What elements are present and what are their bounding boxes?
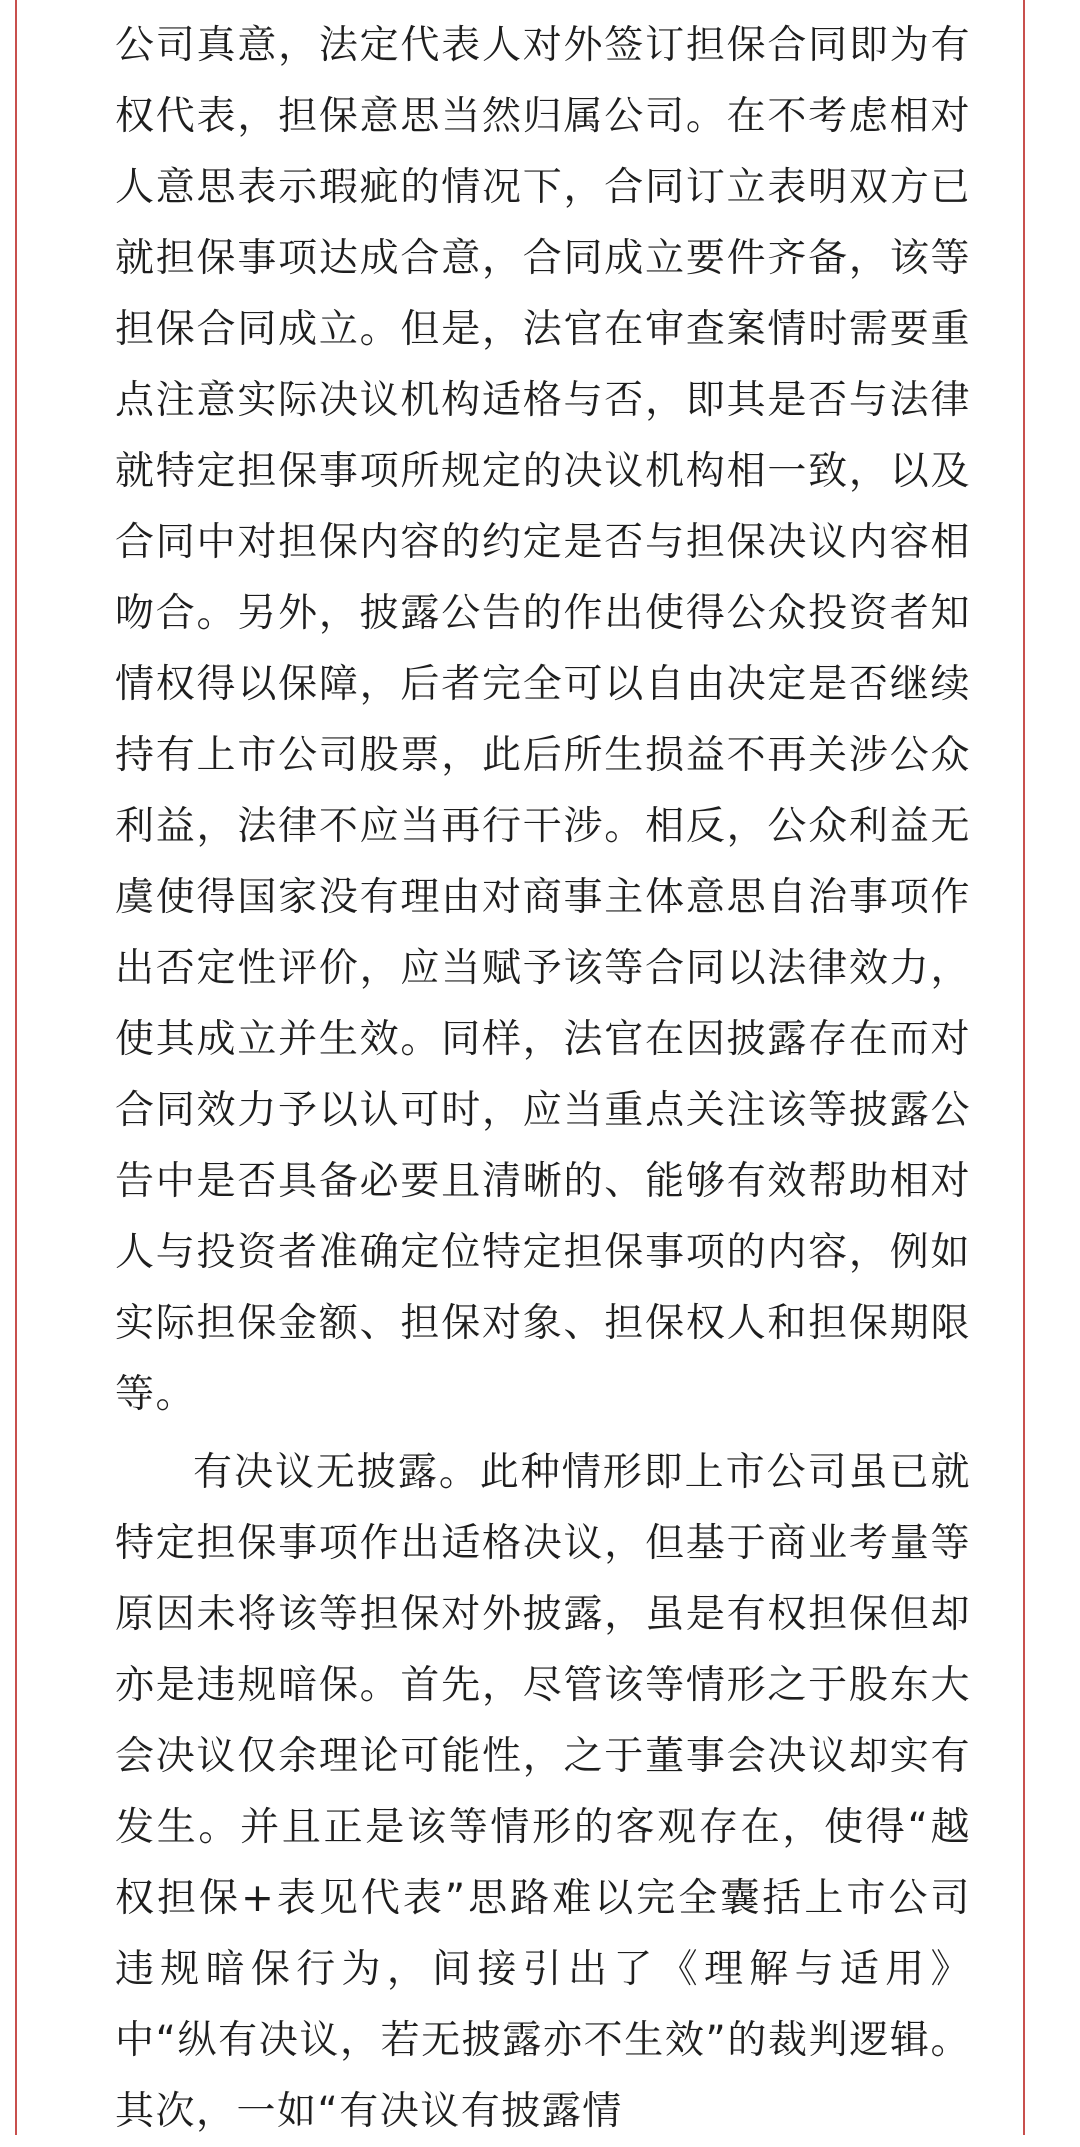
paragraph-2: 有决议无披露。此种情形即上市公司虽已就特定担保事项作出适格决议，但基于商业考量等原因未将该等担保对外披露，虽是有权担保但却亦是违规暗保。首先，尽管该等情形之于股东大会决议仅余理论可能性，之于董事会决议却实有发生。并且正是该等情形的客观存在，使得“越权担保+表见代表”思路难以完全囊括上市公司违规暗保行为，间接引出了《理解与适用》中“纵有决议，若无披露亦不生效”的裁判逻辑。其次，一如“有决议有披露情 [115,1450,971,2134]
paragraph-1: 公司真意，法定代表人对外签订担保合同即为有权代表，担保意思当然归属公司。在不考虑相对人意思表示瑕疵的情况下，合同订立表明双方已就担保事项达成合意，合同成立要件齐备，该等担保合同成立。但是，法官在审查案情时需要重点注意实际决议机构适格与否，即其是否与法律就特定担保事项所规定的决议机构相一致，以及合同中对担保内容的约定是否与担保决议内容相吻合。另外，披露公告的作出使得公众投资者知情权得以保障，后者完全可以自由决定是否继续持有上市公司股票，此后所生损益不再关涉公众利益，法律不应当再行干涉。相反，公众利益无虞使得国家没有理由对商事主体意思自治事项作出否定性评价，应当赋予该等合同以法律效力，使其成立并生效。同样，法官在因披露存在而对合同效力予以认可时，应当重点关注该等披露公告中是否具备必要且清晰的、能够有效帮助相对人与投资者准确定位特定担保事项的内容，例如实际担保金额、担保对象、担保权人和担保期限等。 [115,23,971,1417]
article-body [115,10,971,2147]
